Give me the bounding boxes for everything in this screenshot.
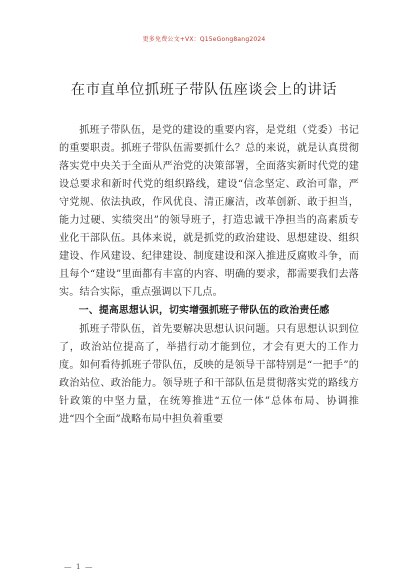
document-body bbox=[59, 122, 359, 429]
paragraph-section-1: 抓班子带队伍，首先要解决思想认识问题。只有思想认识到位了，政治站位提高了，举措行动才能到位，才会有更大的工作力度。如何看待抓班子带队伍，反映的是领导干部特别是“一把手”的政治站位、政治能力。领导班子和干部队伍是贯彻落实党的路线方针政策的中坚力量，在统筹推进“五位一体”总体布局、协调推进“四个全面”战略布局中担负着重要 bbox=[59, 323, 359, 425]
page-number: — 1 — bbox=[64, 562, 94, 571]
section-heading-1: 一、提高思想认识，切实增强抓班子带队伍的政治责任感 bbox=[78, 305, 330, 317]
paragraph-intro: 抓班子带队伍，是党的建设的重要内容，是党组（党委）书记的重要职责。抓班子带队伍需要抓什么？总的来说，就是认真贯彻落实党中央关于全面从严治党的决策部署，全面落实新时代党的建设总要求和新时代党的组织路线，建设“信念坚定、政治可靠，严守党规、依法执政，作风优良、清正廉洁，改革创新、敢于担当，能力过硬、实绩突出”的领导班子，打造忠诚干净担当的高素质专业化干部队伍。具体来说，就是抓党的政治建设、思想建设、组织建设、作风建设、纪律建设、制度建设和深入推进反腐败斗争，而且每个“建设”里面都有丰富的内容、明确的要求，都需要我们去落实。结合实际，重点强调以下几点。 bbox=[59, 125, 359, 299]
document-title: 在市直单位抓班子带队伍座谈会上的讲话 bbox=[70, 82, 338, 98]
promo-banner: 更多免费公文+VX：Q15eGong8ang2024 bbox=[142, 36, 266, 43]
